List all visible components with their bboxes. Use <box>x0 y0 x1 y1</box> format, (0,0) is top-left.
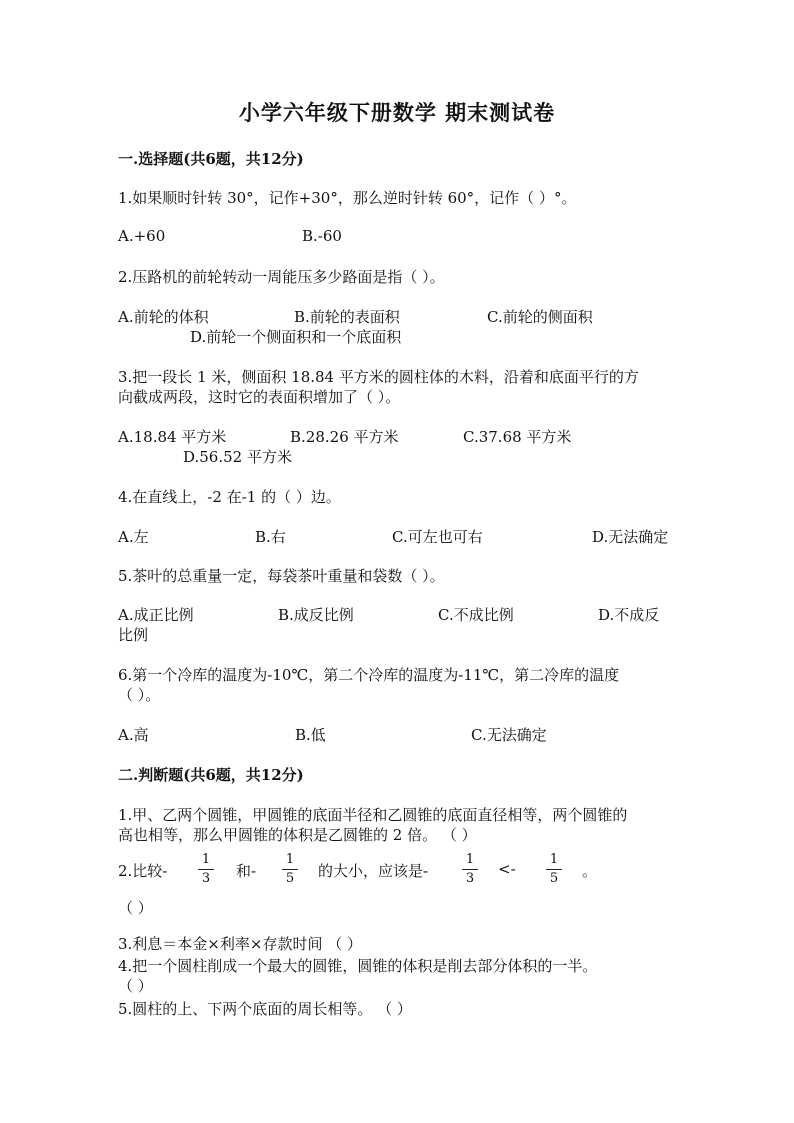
question-6-text-line-2: （ ）。 <box>118 686 161 704</box>
question-3-text-line-2: 向截成两段，这时它的表面积增加了（ ）。 <box>118 388 401 406</box>
q4-option-c[interactable]: C.可左也可右 <box>392 528 483 546</box>
fraction-bar <box>282 869 298 870</box>
fraction-numerator: 1 <box>465 852 475 867</box>
fraction-one-fifth <box>282 852 298 887</box>
fraction-bar <box>546 869 562 870</box>
fraction-denominator: 3 <box>201 871 211 886</box>
question-3-text-line-1: 3.把一段长 1 米，侧面积 18.84 平方米的圆柱体的木料，沿着和底面平行的方 <box>118 368 639 386</box>
q3-option-a[interactable]: A.18.84 平方米 <box>118 428 227 446</box>
q5-option-b[interactable]: B.成反比例 <box>278 606 354 624</box>
fraction-one-third <box>198 852 214 887</box>
q3-option-d[interactable]: D.56.52 平方米 <box>183 448 292 466</box>
q6-option-b[interactable]: B.低 <box>295 726 326 744</box>
judgment-1-text-line-2: 高也相等，那么甲圆锥的体积是乙圆锥的 2 倍。 （ ） <box>118 826 477 844</box>
section-heading-judgment: 二.判断题(共6题，共12分) <box>118 766 304 784</box>
judgment-3-text: 3.利息＝本金×利率×存款时间 （ ） <box>118 935 362 953</box>
page-title: 小学六年级下册数学 期末测试卷 <box>238 100 556 125</box>
q5-option-c[interactable]: C.不成比例 <box>438 606 514 624</box>
fraction-bar <box>198 869 214 870</box>
q6-option-c[interactable]: C.无法确定 <box>471 726 547 744</box>
q2-option-c[interactable]: C.前轮的侧面积 <box>487 308 593 326</box>
q4-option-d[interactable]: D.无法确定 <box>592 528 669 546</box>
question-5-text: 5.茶叶的总重量一定，每袋茶叶重量和袋数（ ）。 <box>118 567 445 585</box>
q5-option-d-continued: 比例 <box>118 626 149 644</box>
q4-option-a[interactable]: A.左 <box>118 528 149 546</box>
q3-option-b[interactable]: B.28.26 平方米 <box>290 428 399 446</box>
question-6-text-line-1: 6.第一个冷库的温度为-10℃，第二个冷库的温度为-11℃，第二冷库的温度 <box>118 666 620 684</box>
fraction-numerator: 1 <box>549 852 559 867</box>
fraction-numerator: 1 <box>201 852 211 867</box>
fraction-one-third <box>462 852 478 887</box>
question-2-text: 2.压路机的前轮转动一周能压多少路面是指（ ）。 <box>118 268 445 286</box>
q1-option-b[interactable]: B.-60 <box>302 227 342 245</box>
judgment-4-text-line-1: 4.把一个圆柱削成一个最大的圆锥，圆锥的体积是削去部分体积的一半。 <box>118 957 598 975</box>
question-4-text: 4.在直线上，-2 在-1 的（ ）边。 <box>118 488 341 506</box>
judgment-2-prefix: 2.比较- <box>118 862 168 880</box>
judgment-2-and: 和- <box>236 862 257 880</box>
fraction-denominator: 3 <box>465 871 475 886</box>
q5-option-a[interactable]: A.成正比例 <box>118 606 194 624</box>
judgment-5-text: 5.圆柱的上、下两个底面的周长相等。 （ ） <box>118 1000 412 1018</box>
less-than-sign: <- <box>498 860 516 878</box>
judgment-2-end: 。 <box>582 862 598 880</box>
question-1-text: 1.如果顺时针转 30°，记作+30°，那么逆时针转 60°，记作（ ）°。 <box>118 189 577 207</box>
q3-option-c[interactable]: C.37.68 平方米 <box>463 428 572 446</box>
q5-option-d[interactable]: D.不成反 <box>598 606 660 624</box>
q6-option-a[interactable]: A.高 <box>118 726 149 744</box>
fraction-denominator: 5 <box>549 871 559 886</box>
fraction-numerator: 1 <box>285 852 295 867</box>
section-heading-choice: 一.选择题(共6题，共12分) <box>118 150 304 168</box>
judgment-2-middle: 的大小，应该是- <box>318 862 429 880</box>
q2-option-a[interactable]: A.前轮的体积 <box>118 308 209 326</box>
judgment-2-answer-paren[interactable]: （ ） <box>118 899 153 917</box>
fraction-one-fifth <box>546 852 562 887</box>
q2-option-b[interactable]: B.前轮的表面积 <box>294 308 400 326</box>
q1-option-a[interactable]: A.+60 <box>118 227 166 245</box>
judgment-4-answer-paren[interactable]: （ ） <box>118 977 153 995</box>
fraction-denominator: 5 <box>285 871 295 886</box>
q4-option-b[interactable]: B.右 <box>255 528 286 546</box>
judgment-1-text-line-1: 1.甲、乙两个圆锥，甲圆锥的底面半径和乙圆锥的底面直径相等，两个圆锥的 <box>118 806 628 824</box>
fraction-bar <box>462 869 478 870</box>
q2-option-d[interactable]: D.前轮一个侧面积和一个底面积 <box>190 328 402 346</box>
